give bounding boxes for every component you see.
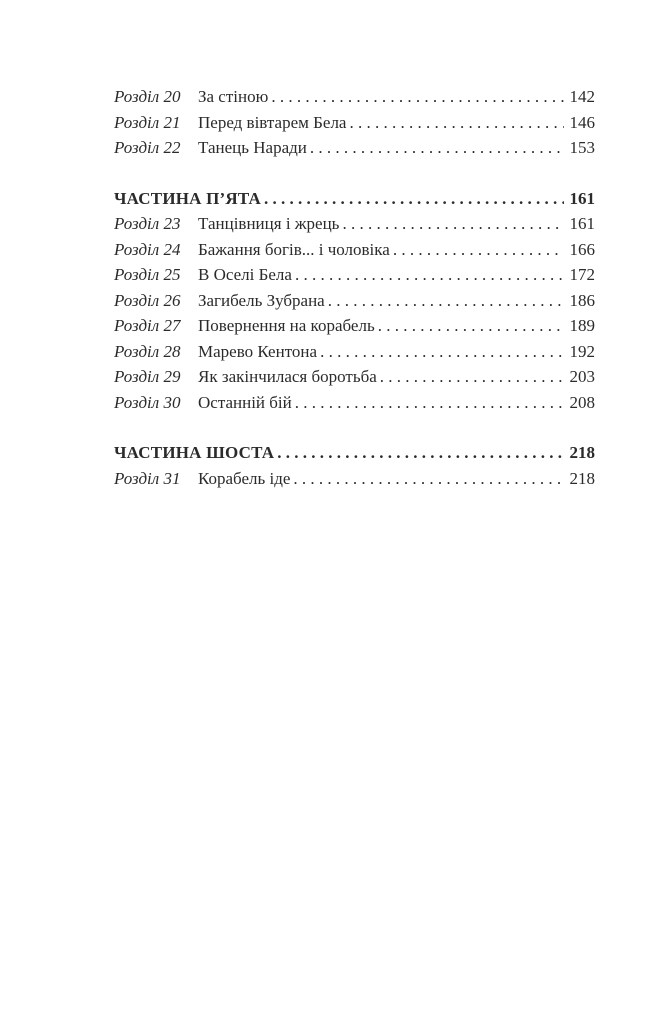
dot-leader xyxy=(295,262,564,288)
section-gap xyxy=(114,161,595,186)
page-number: 192 xyxy=(569,341,595,361)
dot-leader xyxy=(320,339,563,365)
table-of-contents xyxy=(114,84,595,491)
page-number: 153 xyxy=(569,138,595,157)
toc-entry-chapter-31 xyxy=(114,466,595,492)
chapter-title: Останній бій xyxy=(198,392,292,412)
dot-leader xyxy=(328,288,564,314)
chapter-label: Розділ 29 xyxy=(114,367,181,386)
page-number: 142 xyxy=(569,87,595,106)
chapter-title: В Оселі Бела xyxy=(198,265,292,284)
chapter-label: Розділ 20 xyxy=(114,87,181,106)
chapter-label: Розділ 23 xyxy=(114,214,181,233)
toc-entry-chapter-25 xyxy=(114,262,595,288)
chapter-title: Перед вівтарем Бела xyxy=(198,112,347,132)
page-number: 218 xyxy=(569,443,595,462)
part-title: ЧАСТИНА П’ЯТА xyxy=(114,188,262,208)
chapter-label: Розділ 22 xyxy=(114,138,181,157)
page-number: 186 xyxy=(569,290,595,310)
section-gap xyxy=(114,415,595,440)
toc-entry-chapter-26 xyxy=(114,288,595,314)
dot-leader xyxy=(393,237,564,263)
page-number: 172 xyxy=(569,265,595,284)
page-number: 166 xyxy=(569,239,595,259)
chapter-title: За стіною xyxy=(198,87,269,106)
chapter-title: Як закінчилася боротьба xyxy=(198,367,377,386)
dot-leader xyxy=(310,135,564,161)
dot-leader xyxy=(342,211,563,237)
chapter-title: Танцівниця і жрець xyxy=(198,214,340,233)
toc-entry-chapter-30 xyxy=(114,390,595,416)
dot-leader xyxy=(380,364,564,390)
page-number: 208 xyxy=(569,392,595,412)
page-number: 161 xyxy=(569,188,595,208)
toc-entry-chapter-28 xyxy=(114,339,595,365)
page-number: 218 xyxy=(569,468,595,488)
chapter-label: Розділ 31 xyxy=(114,468,181,488)
toc-entry-chapter-22 xyxy=(114,135,595,161)
chapter-label: Розділ 24 xyxy=(114,239,181,259)
dot-leader xyxy=(378,313,564,339)
chapter-title: Загибель Зубрана xyxy=(198,290,325,310)
chapter-title: Бажання богів... і чоловіка xyxy=(198,239,390,259)
dot-leader xyxy=(349,110,563,136)
chapter-label: Розділ 28 xyxy=(114,341,181,361)
chapter-title: Танець Наради xyxy=(198,138,307,157)
dot-leader xyxy=(271,84,563,110)
part-title: ЧАСТИНА ШОСТА xyxy=(114,443,275,462)
toc-part-six xyxy=(114,440,595,466)
dot-leader xyxy=(264,186,563,212)
chapter-label: Розділ 27 xyxy=(114,316,181,335)
page-number: 161 xyxy=(569,214,595,233)
chapter-label: Розділ 21 xyxy=(114,112,181,132)
chapter-title: Марево Кентона xyxy=(198,341,318,361)
toc-entry-chapter-23 xyxy=(114,211,595,237)
chapter-label: Розділ 26 xyxy=(114,290,181,310)
dot-leader xyxy=(277,440,563,466)
toc-part-five xyxy=(114,186,595,212)
chapter-title: Повернення на корабель xyxy=(198,316,375,335)
toc-entry-chapter-20 xyxy=(114,84,595,110)
toc-entry-chapter-21 xyxy=(114,110,595,136)
chapter-title: Корабель іде xyxy=(198,468,291,488)
toc-entry-chapter-24 xyxy=(114,237,595,263)
page-number: 203 xyxy=(569,367,595,386)
chapter-label: Розділ 25 xyxy=(114,265,181,284)
dot-leader xyxy=(293,466,563,492)
page-number: 189 xyxy=(569,316,595,335)
page-number: 146 xyxy=(569,112,595,132)
chapter-label: Розділ 30 xyxy=(114,392,181,412)
dot-leader xyxy=(295,390,564,416)
toc-entry-chapter-27 xyxy=(114,313,595,339)
toc-entry-chapter-29 xyxy=(114,364,595,390)
